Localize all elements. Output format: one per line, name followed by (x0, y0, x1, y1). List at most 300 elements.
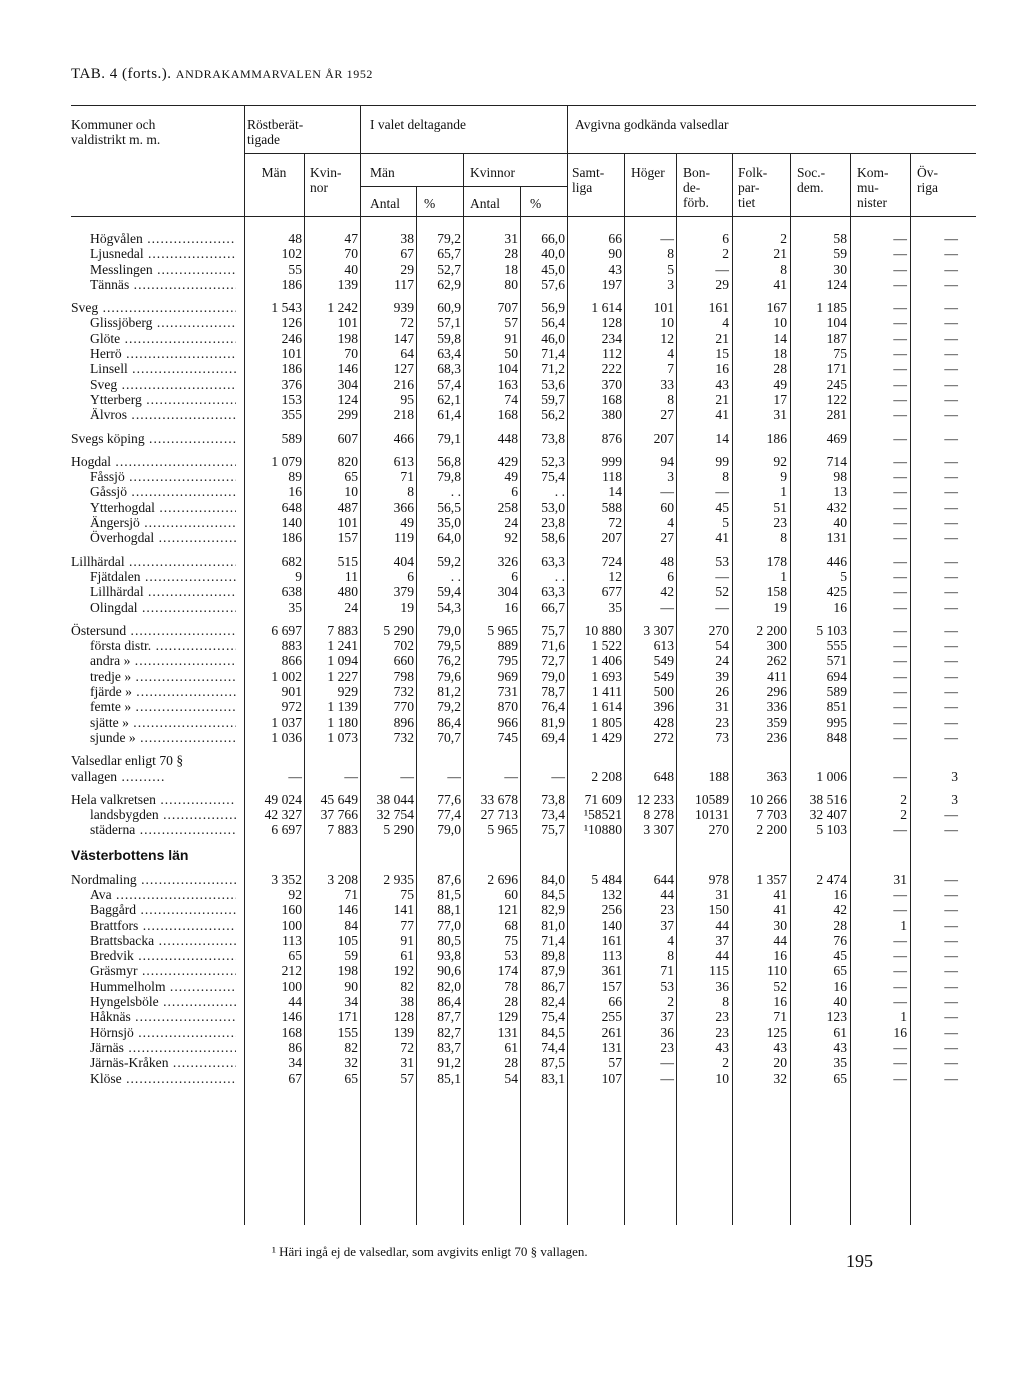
header-bondeforb: Bon- de- förb. (683, 165, 710, 210)
table-cell: — (660, 484, 674, 500)
table-cell: 45 (833, 948, 847, 964)
header-folkpartiet: Folk- par- tiet (738, 165, 768, 210)
table-cell: 16 (893, 1024, 907, 1040)
table-cell: 10 (715, 1070, 729, 1086)
table-cell: — (944, 699, 958, 715)
table-row (71, 807, 961, 822)
table-cell: 129 (497, 1009, 518, 1025)
table-cell: — (893, 599, 907, 615)
table-cell: 411 (767, 668, 787, 684)
table-cell: — (893, 261, 907, 277)
table-cell: 51 (773, 499, 787, 515)
table-cell: 589 (281, 430, 302, 446)
table-cell: — (944, 530, 958, 546)
table-cell: 131 (601, 1039, 622, 1055)
table-cell: 5 965 (487, 622, 518, 638)
table-row (71, 822, 961, 837)
table-cell: 77,6 (437, 791, 461, 807)
row-label: Sveg ..... (71, 300, 236, 315)
table-cell: 29 (715, 276, 729, 292)
table-cell: — (715, 261, 729, 277)
table-cell: — (893, 932, 907, 948)
table-cell: 212 (281, 963, 302, 979)
table-cell: 94 (660, 453, 674, 469)
table-cell: 66 (608, 231, 622, 246)
row-label: Svegs köping ..... (71, 431, 236, 446)
table-cell: 65 (833, 1070, 847, 1086)
table-cell: 515 (337, 553, 358, 569)
table-cell: — (893, 407, 907, 423)
table-row (71, 638, 961, 653)
table-cell: 44 (288, 994, 302, 1010)
table-cell: 10 880 (584, 622, 622, 638)
table-cell: — (893, 699, 907, 715)
table-cell: — (893, 902, 907, 918)
table-cell: 660 (393, 653, 414, 669)
table-cell: 487 (337, 499, 358, 515)
table-cell: — (944, 484, 958, 500)
table-cell: 57 (608, 1055, 622, 1071)
table-cell: 8 278 (643, 807, 674, 823)
footnote: ¹ Häri ingå ej de valsedlar, som avgivits enligt 70 § vallagen. (272, 1244, 588, 1259)
table-cell: — (944, 315, 958, 331)
table-cell: 75,4 (541, 1009, 565, 1025)
table-cell: 192 (393, 963, 414, 979)
header-antal2: Antal (470, 196, 500, 211)
table-cell: 8 (407, 484, 414, 500)
table-cell: 56,4 (541, 315, 565, 331)
table-row (71, 948, 961, 963)
table-cell: 56,2 (541, 407, 565, 423)
table-cell: 68 (504, 917, 518, 933)
table-cell: 432 (826, 499, 847, 515)
table-cell: 218 (393, 407, 414, 423)
table-cell: 100 (281, 917, 302, 933)
table-cell: 53 (660, 978, 674, 994)
header-samtliga: Samt- liga (572, 165, 605, 195)
table-cell: 648 (653, 768, 674, 784)
table-cell: 118 (602, 469, 622, 485)
table-cell: 61 (400, 948, 414, 964)
table-cell: 6 (407, 568, 414, 584)
table-cell: 174 (497, 963, 518, 979)
table-cell: 23 (715, 1009, 729, 1025)
table-cell: 84 (344, 917, 358, 933)
table-cell: — (893, 622, 907, 638)
table-cell: 4 (667, 346, 674, 362)
table-cell: 33 (660, 376, 674, 392)
table-cell: 146 (281, 1009, 302, 1025)
table-cell: 1 429 (591, 729, 622, 745)
table-cell: 102 (281, 246, 302, 262)
table-cell: — (893, 978, 907, 994)
table-cell: — (893, 963, 907, 979)
table-cell: 1 006 (816, 768, 847, 784)
table-cell: 469 (826, 430, 847, 446)
table-cell: 8 (667, 246, 674, 262)
table-cell: 53 (715, 553, 729, 569)
table-cell: 122 (826, 391, 847, 407)
table-cell: 101 (337, 315, 358, 331)
table-cell: 53 (504, 948, 518, 964)
table-cell: — (715, 599, 729, 615)
table-cell: 14 (608, 484, 622, 500)
table-cell: 167 (766, 300, 787, 316)
table-cell: 60 (660, 499, 674, 515)
table-cell: 171 (826, 361, 847, 377)
table-cell: 6 (722, 231, 729, 246)
table-cell: 41 (773, 902, 787, 918)
table-cell: 45,0 (541, 261, 565, 277)
row-gap (71, 292, 961, 300)
table-cell: 446 (826, 553, 847, 569)
header-hoger: Höger (631, 165, 665, 180)
table-row (71, 300, 961, 315)
table-cell: 6 (667, 568, 674, 584)
header-valet: I valet deltagande (370, 117, 466, 132)
table-cell: — (715, 568, 729, 584)
table-cell: 24 (715, 653, 729, 669)
row-gap (71, 745, 961, 753)
table-cell: 336 (766, 699, 787, 715)
table-row (71, 569, 961, 584)
table-cell: 121 (497, 902, 518, 918)
table-cell: 588 (601, 499, 622, 515)
table-cell: 188 (708, 768, 729, 784)
table-cell: — (893, 469, 907, 485)
table-cell: 77,4 (437, 807, 461, 823)
table-cell: 81,5 (437, 886, 461, 902)
table-cell: 3 (667, 469, 674, 485)
table-cell: — (660, 1070, 674, 1086)
table-cell: 67 (400, 246, 414, 262)
table-cell: 10131 (695, 807, 729, 823)
table-cell: 61 (833, 1024, 847, 1040)
table-row (71, 699, 961, 714)
table-cell: 70 (344, 246, 358, 262)
table-cell: 147 (393, 330, 414, 346)
row-label: sjätte » ..... (90, 715, 236, 730)
table-cell: — (944, 963, 958, 979)
table-cell: 2 (722, 246, 729, 262)
table-cell: 549 (653, 668, 674, 684)
row-label: Fjätdalen ..... (90, 569, 236, 584)
header-avgivna: Avgivna godkända valsedlar (575, 117, 729, 132)
row-label: Hörnsjö ..... (90, 1025, 236, 1040)
table-cell: 101 (653, 300, 674, 316)
table-cell: 255 (601, 1009, 622, 1025)
table-cell: 57 (504, 315, 518, 331)
table-cell: 150 (708, 902, 729, 918)
table-cell: 75,7 (541, 822, 565, 838)
table-cell: 71,4 (541, 346, 565, 362)
table-cell: 16 (833, 886, 847, 902)
table-cell: 72 (400, 1039, 414, 1055)
table-cell: — (893, 376, 907, 392)
table-cell: 82 (400, 978, 414, 994)
table-cell: 613 (393, 453, 414, 469)
table-cell: 84,5 (541, 886, 565, 902)
table-cell: 77 (400, 917, 414, 933)
table-cell: 7 883 (327, 622, 358, 638)
table-cell: 500 (653, 684, 674, 700)
table-cell: 379 (393, 584, 414, 600)
header-socdem: Soc.- dem. (797, 165, 826, 195)
table-cell: — (893, 276, 907, 292)
table-cell: — (944, 622, 958, 638)
table-cell: 124 (337, 391, 358, 407)
table-cell: 19 (400, 599, 414, 615)
table-cell: 480 (337, 584, 358, 600)
table-cell: 76,4 (541, 699, 565, 715)
table-cell: — (944, 638, 958, 654)
header-kommuner: Kommuner och valdistrikt m. m. (71, 117, 161, 147)
table-cell: 15 (715, 346, 729, 362)
table-title (71, 66, 373, 83)
table-cell: 83,1 (541, 1070, 565, 1086)
table-cell: 42 327 (264, 807, 302, 823)
table-cell: — (944, 653, 958, 669)
table-cell: — (893, 768, 907, 784)
table-cell: 258 (497, 499, 518, 515)
table-cell: — (944, 246, 958, 262)
table-cell: 1 (780, 568, 787, 584)
table-cell: 2 474 (816, 871, 847, 887)
table-cell: 555 (826, 638, 847, 654)
table-row (71, 1071, 961, 1086)
table-cell: 8 (780, 261, 787, 277)
header-pct: % (424, 196, 436, 211)
table-cell: 82 (344, 1039, 358, 1055)
table-cell: — (551, 768, 565, 784)
table-cell: 732 (393, 684, 414, 700)
table-cell: — (944, 376, 958, 392)
table-cell: — (944, 553, 958, 569)
table-cell: 79,8 (437, 469, 461, 485)
table-row (71, 1055, 961, 1070)
table-cell: 31 (400, 1055, 414, 1071)
row-label: första distr. ..... (90, 638, 236, 653)
table-cell: 60,9 (437, 300, 461, 316)
table-cell: 14 (715, 430, 729, 446)
table-cell: 23,8 (541, 515, 565, 531)
table-cell: 71,2 (541, 361, 565, 377)
table-cell: 49 (400, 515, 414, 531)
table-cell: 82,7 (437, 1024, 461, 1040)
table-cell: — (893, 729, 907, 745)
table-row (71, 515, 961, 530)
table-cell: — (944, 515, 958, 531)
table-cell: 63,3 (541, 553, 565, 569)
table-cell: 638 (281, 584, 302, 600)
table-cell: — (893, 568, 907, 584)
table-cell: 1 002 (271, 668, 302, 684)
table-cell: 69,4 (541, 729, 565, 745)
table-cell: 41 (773, 886, 787, 902)
table-cell: 299 (337, 407, 358, 423)
table-cell: 795 (497, 653, 518, 669)
table-cell: 73,8 (541, 430, 565, 446)
table-cell: 98 (833, 469, 847, 485)
row-label: Ängersjö ..... (90, 515, 236, 530)
table-cell: 1 073 (327, 729, 358, 745)
table-cell: — (893, 653, 907, 669)
table-cell: 1 (780, 484, 787, 500)
table-cell: 256 (601, 902, 622, 918)
table-cell: 17 (773, 391, 787, 407)
row-label: Hela valkretsen ..... (71, 792, 236, 807)
table-cell: 40,0 (541, 246, 565, 262)
table-cell: 3 208 (327, 871, 358, 887)
table-cell: 67 (288, 1070, 302, 1086)
table-cell: 59,4 (437, 584, 461, 600)
table-cell: 8 (667, 391, 674, 407)
table-cell: 262 (766, 653, 787, 669)
table-cell: 80,5 (437, 932, 461, 948)
table-cell: 89 (288, 469, 302, 485)
table-cell: 425 (826, 584, 847, 600)
table-cell: 52,3 (541, 453, 565, 469)
table-cell: 28 (504, 1055, 518, 1071)
table-cell: 36 (715, 978, 729, 994)
table-cell: 140 (281, 515, 302, 531)
table-cell: 71,4 (541, 932, 565, 948)
table-cell: 35,0 (437, 515, 461, 531)
table-row (71, 315, 961, 330)
table-cell: 79,1 (437, 430, 461, 446)
table-cell: . . (554, 484, 565, 500)
table-cell: 43 (715, 376, 729, 392)
table-cell: 79,2 (437, 231, 461, 246)
row-label: Håknäs ..... (90, 1009, 236, 1024)
row-label: Högvålen ..... (90, 231, 236, 246)
row-label: Överhogdal ..... (90, 530, 236, 545)
table-cell: 589 (826, 684, 847, 700)
row-label: Baggård ..... (90, 902, 236, 917)
table-cell: 3 (951, 768, 958, 784)
table-cell: 58 (833, 231, 847, 246)
table-cell: — (893, 638, 907, 654)
table-cell: 140 (601, 917, 622, 933)
table-cell: 770 (393, 699, 414, 715)
table-cell: 76 (833, 932, 847, 948)
table-row (71, 994, 961, 1009)
table-cell: 41 (715, 407, 729, 423)
table-cell: 117 (394, 276, 414, 292)
table-cell: 74 (504, 391, 518, 407)
row-label: Lillhärdal ..... (71, 554, 236, 569)
table-cell: 52 (773, 978, 787, 994)
table-cell: 694 (826, 668, 847, 684)
table-cell: — (893, 714, 907, 730)
table-cell: 79,0 (541, 668, 565, 684)
table-cell: 38 (400, 231, 414, 246)
table-row (71, 963, 961, 978)
table-cell: 889 (497, 638, 518, 654)
table-cell: 31 (715, 886, 729, 902)
table-row (71, 684, 961, 699)
table-cell: 72,7 (541, 653, 565, 669)
table-cell: 42 (660, 584, 674, 600)
table-cell: 38 516 (809, 791, 847, 807)
table-cell: 361 (601, 963, 622, 979)
row-label: femte » ..... (90, 699, 236, 714)
row-label: Lillhärdal ..... (90, 584, 236, 599)
table-cell: 43 (833, 1039, 847, 1055)
table-cell: 187 (826, 330, 847, 346)
table-cell: 24 (344, 599, 358, 615)
table-row (71, 1040, 961, 1055)
table-cell: 2 935 (383, 871, 414, 887)
table-cell: 32 407 (809, 807, 847, 823)
table-cell: 2 (900, 791, 907, 807)
table-cell: 71 (400, 469, 414, 485)
table-row (71, 377, 961, 392)
table-cell: 75,4 (541, 469, 565, 485)
table-cell: 2 (667, 994, 674, 1010)
header-kommunister: Kom- mu- nister (857, 165, 889, 210)
table-cell: 132 (601, 886, 622, 902)
table-cell: 87,5 (541, 1055, 565, 1071)
table-cell: 10 266 (749, 791, 787, 807)
table-cell: 8 (722, 469, 729, 485)
table-cell: 355 (281, 407, 302, 423)
header-pct2: % (530, 196, 542, 211)
table-cell: 428 (653, 714, 674, 730)
table-cell: 11 (344, 568, 358, 584)
table-cell: 27 713 (480, 807, 518, 823)
table-cell: ¹10880 (583, 822, 622, 838)
table-cell: 41 (773, 276, 787, 292)
table-cell: 61 (504, 1039, 518, 1055)
table-cell: 139 (337, 276, 358, 292)
table-cell: 7 703 (756, 807, 787, 823)
table-cell: — (944, 932, 958, 948)
table-cell: 36 (660, 1024, 674, 1040)
row-label: Olingdal ..... (90, 600, 236, 615)
table-cell: 42 (833, 902, 847, 918)
table-cell: 110 (767, 963, 787, 979)
table-cell: 1 (900, 917, 907, 933)
table-cell: 270 (708, 822, 729, 838)
table-cell: 112 (602, 346, 622, 362)
row-label: Östersund ..... (71, 623, 236, 638)
table-cell: 124 (826, 276, 847, 292)
table-cell: 1 357 (756, 871, 787, 887)
table-cell: 300 (766, 638, 787, 654)
row-gap (71, 864, 961, 872)
table-cell: 10 (344, 484, 358, 500)
table-cell: 37 (660, 1009, 674, 1025)
table-cell: 34 (344, 994, 358, 1010)
table-cell: — (944, 568, 958, 584)
table-cell: 207 (601, 530, 622, 546)
table-cell: 1 036 (271, 729, 302, 745)
table-cell: 31 (773, 407, 787, 423)
table-cell: 866 (281, 653, 302, 669)
table-cell: — (944, 886, 958, 902)
table-cell: 81,2 (437, 684, 461, 700)
table-cell: 6 697 (271, 822, 302, 838)
table-cell: 978 (708, 871, 729, 887)
table-cell: 56,9 (541, 300, 565, 316)
table-cell: 571 (826, 653, 847, 669)
table-cell: — (944, 902, 958, 918)
table-cell: 12 233 (636, 791, 674, 807)
table-cell: 126 (281, 315, 302, 331)
header-rostberattigade: Röstberät- tigade (247, 117, 304, 147)
table-cell: 87,6 (437, 871, 461, 887)
